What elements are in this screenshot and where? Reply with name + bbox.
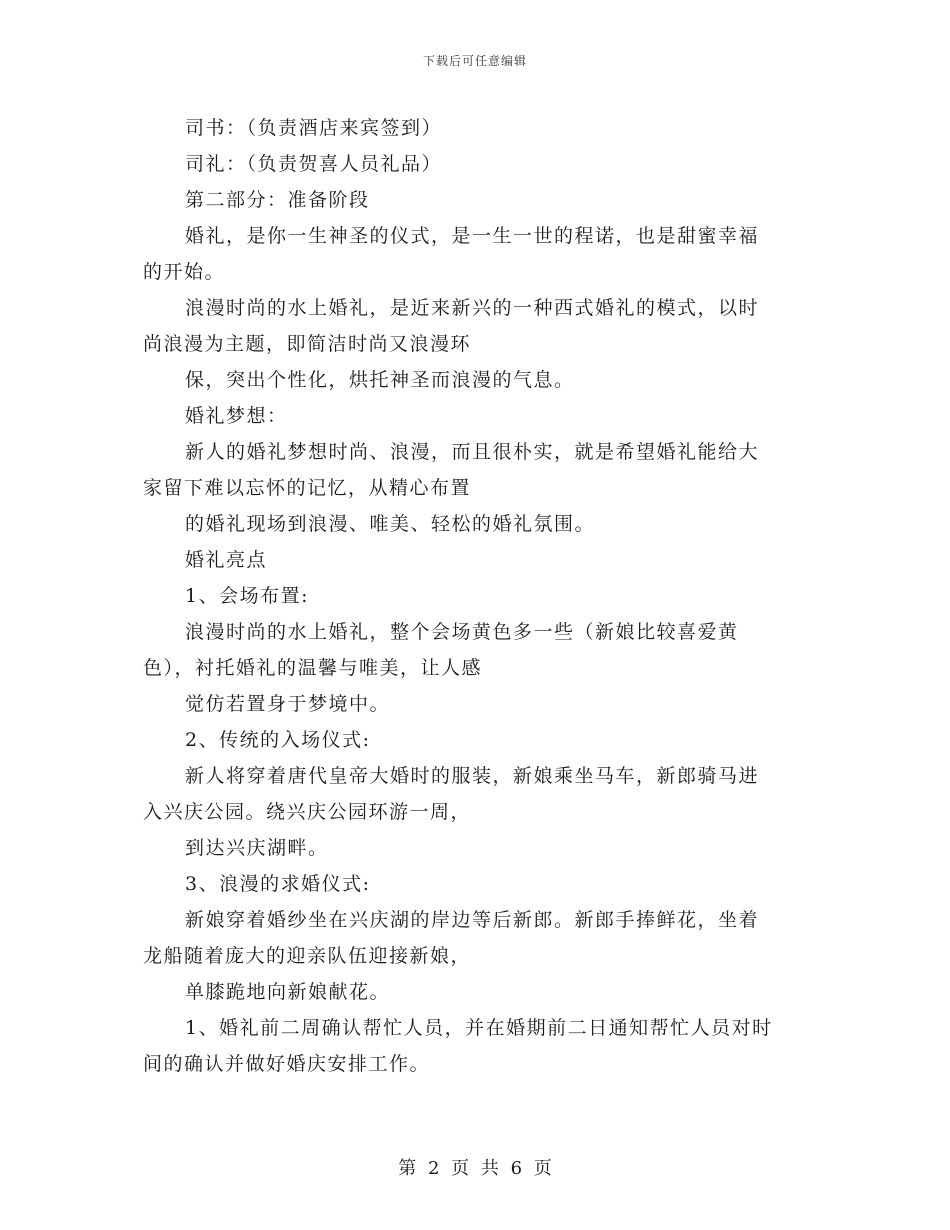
text-line: 2、传统的入场仪式: (185, 729, 371, 751)
text-line: 婚礼，是你一生神圣的仪式，是一生一世的程诺，也是甜蜜幸福 (185, 225, 760, 247)
text-line: 浪漫时尚的水上婚礼，是近来新兴的一种西式婚礼的模式，以时 (185, 297, 760, 319)
text-line: 浪漫时尚的水上婚礼，整个会场黄色多一些（新娘比较喜爱黄 (185, 621, 739, 643)
text-line: 单膝跪地向新娘献花。 (185, 981, 391, 1003)
text-line: 尚浪漫为主题，即简洁时尚又浪漫环 (143, 333, 472, 355)
text-line: 到达兴庆湖畔。 (185, 837, 329, 859)
text-line: 色），衬托婚礼的温馨与唯美，让人感 (143, 657, 483, 679)
text-line: 间的确认并做好婚庆安排工作。 (143, 1053, 431, 1075)
page-header: 下载后可任意编辑 (422, 54, 527, 68)
section-heading: 第二部分：准备阶段 (185, 189, 370, 211)
text-line: 入兴庆公园。绕兴庆公园环游一周， (143, 801, 472, 823)
text-line: 1、会场布置: (185, 585, 309, 607)
text-line: 婚礼梦想： (185, 405, 288, 427)
text-line: 司书：（负责酒店来宾签到） (185, 117, 443, 139)
text-line: 新娘穿着婚纱坐在兴庆湖的岸边等后新郎。新郎手捧鲜花，坐着 (185, 909, 760, 931)
text-line: 新人将穿着唐代皇帝大婚时的服装，新娘乘坐马车，新郎骑马进 (185, 765, 760, 787)
text-line: 觉仿若置身于梦境中。 (185, 693, 391, 715)
text-line: 1、婚礼前二周确认帮忙人员，并在婚期前二日通知帮忙人员对时 (185, 1017, 773, 1039)
document-body (143, 110, 813, 1082)
text-line: 司礼：（负责贺喜人员礼品） (185, 153, 443, 175)
text-line: 家留下难以忘怀的记忆，从精心布置 (143, 477, 472, 499)
text-line: 新人的婚礼梦想时尚、浪漫，而且很朴实，就是希望婚礼能给大 (185, 441, 760, 463)
text-line: 3、浪漫的求婚仪式: (185, 873, 371, 895)
text-line: 的开始。 (143, 261, 226, 283)
page-footer: 第 2 页 共 6 页 (398, 1158, 552, 1179)
text-line: 婚礼亮点 (185, 549, 268, 571)
text-line: 龙船随着庞大的迎亲队伍迎接新娘， (143, 945, 472, 967)
text-line: 保，突出个性化，烘托神圣而浪漫的气息。 (185, 369, 575, 391)
text-line: 的婚礼现场到浪漫、唯美、轻松的婚礼氛围。 (185, 513, 596, 535)
